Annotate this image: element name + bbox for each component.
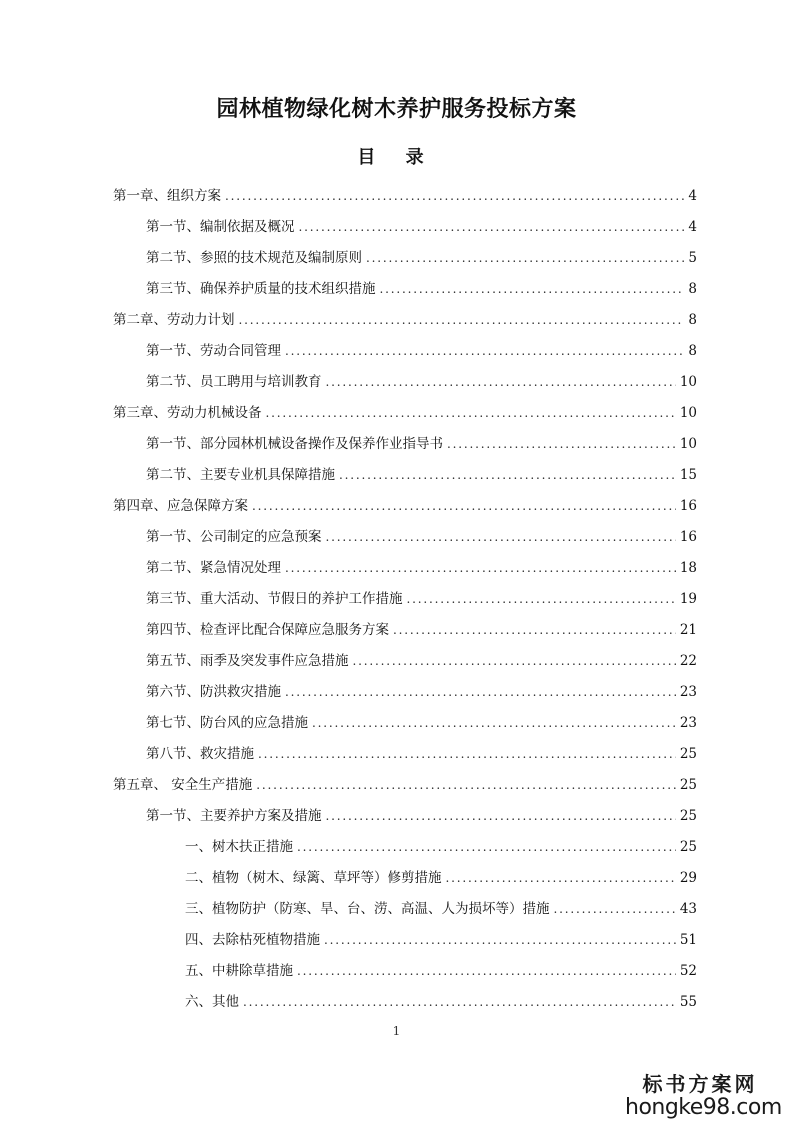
toc-dot-leader <box>297 956 676 987</box>
toc-entry-page: 52 <box>679 963 697 979</box>
toc-entry-label: 一、树木扶正措施 <box>185 839 293 855</box>
toc-dot-leader <box>258 739 676 770</box>
toc-entry-label: 第四节、检查评比配合保障应急服务方案 <box>146 622 389 638</box>
toc-entry-page: 10 <box>679 374 697 390</box>
toc-entry-label: 第五节、雨季及突发事件应急措施 <box>146 653 349 669</box>
toc-entry-page: 16 <box>679 529 697 545</box>
toc-entry-page: 22 <box>679 653 697 669</box>
toc-entry[interactable] <box>0 770 793 801</box>
toc-dot-leader <box>446 863 676 894</box>
toc-entry-page: 25 <box>679 808 697 824</box>
toc-entry[interactable] <box>0 243 793 274</box>
toc-entry[interactable] <box>0 801 793 832</box>
toc-entry-page: 25 <box>679 746 697 762</box>
toc-entry-label: 六、其他 <box>185 994 239 1010</box>
toc-dot-leader <box>243 987 676 1018</box>
toc-entry-page: 21 <box>679 622 697 638</box>
toc-entry[interactable] <box>0 677 793 708</box>
toc-dot-leader <box>366 243 684 274</box>
toc-entry[interactable] <box>0 181 793 212</box>
toc-entry[interactable] <box>0 956 793 987</box>
page-number: 1 <box>392 1024 401 1038</box>
toc-entry-page: 15 <box>679 467 697 483</box>
toc-entry-page: 23 <box>679 715 697 731</box>
toc-entry-label: 二、植物（树木、绿篱、草坪等）修剪措施 <box>185 870 442 886</box>
toc-entry-page: 4 <box>688 188 697 204</box>
toc-entry-page: 29 <box>679 870 697 886</box>
toc-entry-label: 三、植物防护（防寒、旱、台、涝、高温、人为损坏等）措施 <box>185 901 550 917</box>
toc-entry-label: 第六节、防洪救灾措施 <box>146 684 281 700</box>
site-watermark <box>625 1068 782 1120</box>
toc-dot-leader <box>312 708 676 739</box>
toc-dot-leader <box>554 894 676 925</box>
toc-dot-leader <box>299 212 685 243</box>
toc-entry[interactable] <box>0 832 793 863</box>
toc-heading: 目 录 <box>357 147 436 168</box>
toc-entry-label: 第二节、主要专业机具保障措施 <box>146 467 335 483</box>
toc-entry[interactable] <box>0 429 793 460</box>
toc-entry-label: 第五章、 安全生产措施 <box>113 777 253 793</box>
watermark-url: hongke98.com <box>625 1095 782 1120</box>
document-title: 园林植物绿化树木养护服务投标方案 <box>216 97 577 122</box>
toc-entry-label: 第一节、主要养护方案及措施 <box>146 808 322 824</box>
toc-entry-page: 10 <box>679 436 697 452</box>
toc-entry-label: 第二节、紧急情况处理 <box>146 560 281 576</box>
table-of-contents <box>0 181 793 1018</box>
toc-entry[interactable] <box>0 987 793 1018</box>
toc-entry[interactable] <box>0 925 793 956</box>
toc-entry-page: 18 <box>679 560 697 576</box>
toc-entry-label: 第一节、部分园林机械设备操作及保养作业指导书 <box>146 436 443 452</box>
toc-entry-label: 第四章、应急保障方案 <box>113 498 248 514</box>
toc-entry-label: 第一节、编制依据及概况 <box>146 219 295 235</box>
toc-entry-page: 25 <box>679 839 697 855</box>
toc-entry[interactable] <box>0 305 793 336</box>
toc-entry[interactable] <box>0 460 793 491</box>
toc-entry[interactable] <box>0 367 793 398</box>
toc-dot-leader <box>297 832 676 863</box>
toc-entry[interactable] <box>0 863 793 894</box>
toc-dot-leader <box>339 460 676 491</box>
toc-entry-page: 16 <box>679 498 697 514</box>
toc-entry-label: 第七节、防台风的应急措施 <box>146 715 308 731</box>
toc-entry-page: 43 <box>679 901 697 917</box>
toc-entry[interactable] <box>0 584 793 615</box>
toc-entry-label: 五、中耕除草措施 <box>185 963 293 979</box>
toc-dot-leader <box>380 274 685 305</box>
toc-entry[interactable] <box>0 491 793 522</box>
toc-entry[interactable] <box>0 336 793 367</box>
toc-entry[interactable] <box>0 398 793 429</box>
toc-dot-leader <box>266 398 676 429</box>
toc-entry-label: 四、去除枯死植物措施 <box>185 932 320 948</box>
toc-dot-leader <box>256 770 676 801</box>
toc-entry-page: 5 <box>688 250 697 266</box>
toc-entry-page: 25 <box>679 777 697 793</box>
toc-entry[interactable] <box>0 646 793 677</box>
toc-entry[interactable] <box>0 522 793 553</box>
toc-entry-label: 第一节、劳动合同管理 <box>146 343 281 359</box>
toc-dot-leader <box>326 367 676 398</box>
toc-dot-leader <box>447 429 676 460</box>
toc-entry[interactable] <box>0 212 793 243</box>
toc-entry[interactable] <box>0 553 793 584</box>
watermark-site-name: 标书方案网 <box>642 1072 758 1096</box>
toc-entry-page: 8 <box>688 343 697 359</box>
toc-entry[interactable] <box>0 739 793 770</box>
toc-dot-leader <box>285 336 684 367</box>
toc-dot-leader <box>393 615 676 646</box>
toc-dot-leader <box>239 305 685 336</box>
toc-entry-page: 8 <box>688 281 697 297</box>
toc-dot-leader <box>285 553 676 584</box>
toc-entry-label: 第二节、员工聘用与培训教育 <box>146 374 322 390</box>
toc-entry-page: 19 <box>679 591 697 607</box>
toc-entry-label: 第八节、救灾措施 <box>146 746 254 762</box>
toc-dot-leader <box>353 646 676 677</box>
toc-entry[interactable] <box>0 615 793 646</box>
toc-dot-leader <box>407 584 676 615</box>
toc-entry-label: 第二章、劳动力计划 <box>113 312 235 328</box>
toc-entry-label: 第三节、重大活动、节假日的养护工作措施 <box>146 591 403 607</box>
toc-entry-label: 第二节、参照的技术规范及编制原则 <box>146 250 362 266</box>
toc-entry-label: 第一章、组织方案 <box>113 188 221 204</box>
toc-entry[interactable] <box>0 274 793 305</box>
toc-entry-page: 8 <box>688 312 697 328</box>
toc-entry-page: 10 <box>679 405 697 421</box>
toc-entry-label: 第三节、确保养护质量的技术组织措施 <box>146 281 376 297</box>
toc-entry-page: 4 <box>688 219 697 235</box>
toc-entry-label: 第三章、劳动力机械设备 <box>113 405 262 421</box>
toc-entry-page: 23 <box>679 684 697 700</box>
toc-dot-leader <box>252 491 676 522</box>
toc-entry-label: 第一节、公司制定的应急预案 <box>146 529 322 545</box>
toc-dot-leader <box>326 522 676 553</box>
toc-entry-page: 55 <box>679 994 697 1010</box>
toc-entry[interactable] <box>0 894 793 925</box>
toc-dot-leader <box>326 801 676 832</box>
toc-dot-leader <box>324 925 676 956</box>
toc-entry[interactable] <box>0 708 793 739</box>
toc-dot-leader <box>285 677 676 708</box>
toc-dot-leader <box>225 181 684 212</box>
toc-entry-page: 51 <box>679 932 697 948</box>
